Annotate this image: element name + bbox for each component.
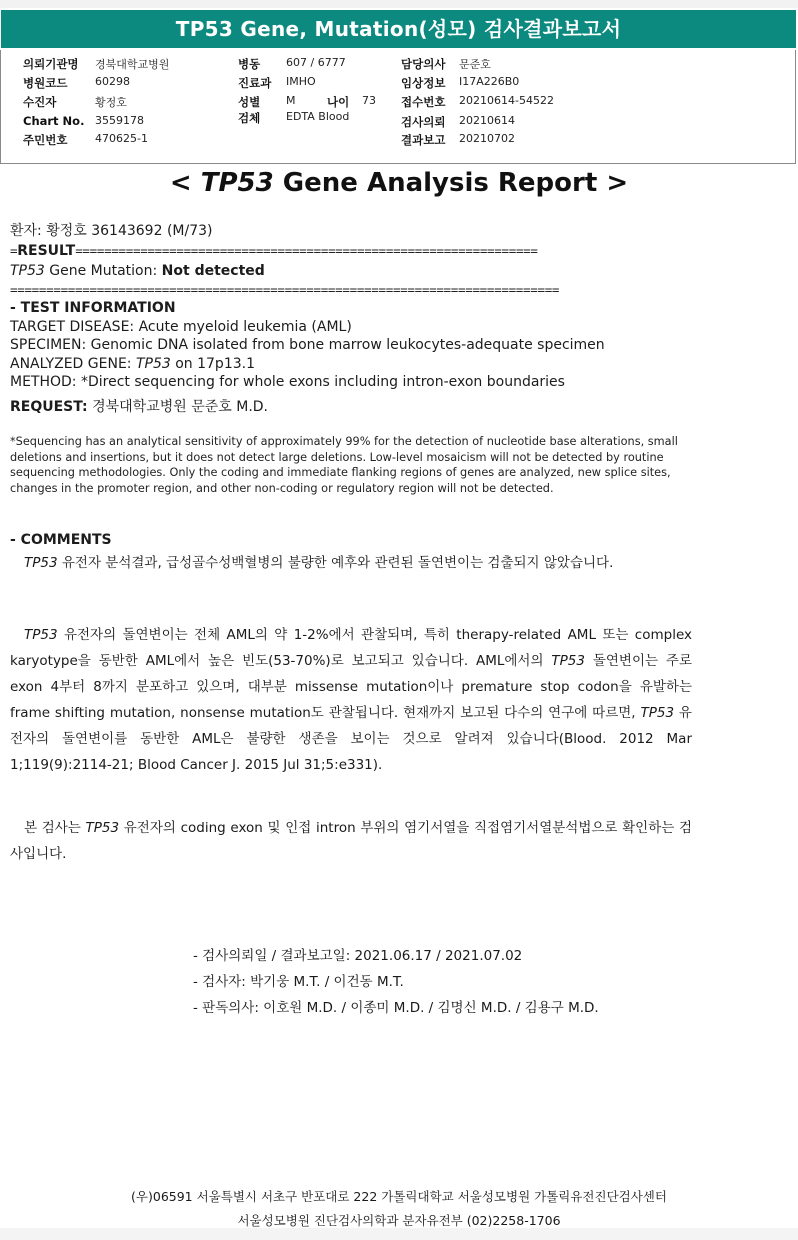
label-specimen: 검체 [238, 111, 261, 125]
report-header-title: TP53 Gene, Mutation(성모) 검사결과보고서 [1, 10, 796, 48]
title-suffix: Gene Analysis Report > [273, 168, 629, 198]
label-request-date: 검사의뢰 [401, 115, 446, 129]
label-age: 나이 [327, 95, 350, 109]
result-prefix: = [10, 243, 18, 258]
mutation-value: Not detected [161, 263, 265, 279]
footer-department: 서울성모병원 진단검사의학과 분자유전부 (02)2258-1706 [237, 1213, 561, 1228]
bottom-strip [0, 1228, 798, 1240]
p3-gene: TP53 [85, 820, 120, 836]
p3-text-b: 유전자의 coding exon 및 인접 intron 부위의 염기서열을 직접염기서열분석법으로 확인하는 검사입니다. [10, 820, 693, 862]
label-ward: 병동 [238, 57, 261, 71]
request-line [10, 396, 268, 416]
title-prefix: < [169, 168, 201, 198]
value-chart-no: 3559178 [95, 114, 144, 127]
patient-line: 환자: 황정호 36143692 (M/73) [10, 223, 213, 239]
label-patient: 수진자 [23, 95, 57, 109]
label-requesting-institution: 의뢰기관명 [23, 57, 79, 71]
value-resident-number: 470625-1 [95, 132, 148, 145]
label-sex: 성별 [238, 95, 261, 109]
info-row-1 [1, 56, 797, 74]
result-sep-line: ================================================================ [75, 243, 538, 258]
info-row-3 [1, 94, 797, 112]
mutation-label: Gene Mutation: [44, 263, 162, 279]
value-patient: 황정호 [95, 96, 127, 109]
value-report-date: 20210702 [459, 132, 515, 145]
value-accession-number: 20210614-54522 [459, 94, 554, 107]
request-value: 경북대학교병원 문준호 M.D. [87, 399, 269, 415]
analyzed-gene-line [10, 356, 255, 372]
target-disease: TARGET DISEASE: Acute myeloid leukemia (AML) [10, 319, 352, 335]
label-attending-physician: 담당의사 [401, 57, 446, 71]
p1-gene: TP53 [24, 555, 58, 571]
value-department: IMHO [286, 75, 316, 88]
title-gene: TP53 [200, 168, 274, 198]
label-chart-no: Chart No. [23, 114, 85, 128]
label-report-date: 결과보고 [401, 133, 446, 147]
footer-address: (우)06591 서울특별시 서초구 반포대로 222 가톨릭대학교 서울성모병원 가톨릭유전진단검사센터 [131, 1189, 667, 1204]
value-specimen: EDTA Blood [286, 110, 350, 123]
label-accession-number: 접수번호 [401, 95, 446, 109]
p2-text-b: 돌연변이는 주로 exon 4부터 8까지 분포하고 있으며, 대부분 missense mutation이나 premature stop codon을 유발하는 frame shifting mutation, nonsense mutation도 관찰됩니다. 현재까지 보고된 다수의 연구에 따르면, [10, 653, 693, 721]
value-sex: M [286, 94, 296, 107]
label-clinical-info: 임상정보 [401, 76, 446, 90]
comment-paragraph-3 [10, 815, 692, 867]
patient-info-box [0, 50, 796, 164]
p2-gene-b: TP53 [551, 653, 585, 669]
request-label: REQUEST: [10, 399, 88, 415]
value-request-date: 20210614 [459, 114, 515, 127]
comments-heading: - COMMENTS [10, 532, 112, 548]
info-row-4 [1, 110, 797, 132]
test-info-heading: - TEST INFORMATION [10, 300, 176, 316]
full-separator: ============================================================================ [10, 282, 560, 297]
comment-paragraph-1 [10, 550, 692, 576]
report-title [0, 168, 798, 198]
comment-paragraph-2 [10, 622, 692, 778]
value-age: 73 [362, 94, 376, 107]
p2-text-a: 유전자의 돌연변이는 전체 AML의 약 1-2%에서 관찰되며, 특히 therapy-related AML 또는 complex karyotype을 동반한 AML에서 높은 빈도(53-70%)로 보고되고 있습니다. AML에서의 [10, 627, 692, 669]
p2-text-c: 유전자의 돌연변이를 동반한 AML은 불량한 생존을 보이는 것으로 알려져 있습니다(Blood. 2012 Mar 1;119(9):2114-21; Blood Cancer J. 2015 Jul 31;5:e331). [10, 705, 692, 773]
p3-text-a: 본 검사는 [24, 820, 86, 836]
result-separator [10, 243, 538, 259]
value-ward: 607 / 6777 [286, 56, 346, 69]
p2-gene: TP53 [24, 627, 58, 643]
label-hospital-code: 병원코드 [23, 76, 68, 90]
p2-gene-c: TP53 [640, 705, 675, 721]
p1-text: 유전자 분석결과, 급성골수성백혈병의 불량한 예후와 관련된 돌연변이는 검출되지 않았습니다. [57, 555, 614, 571]
top-strip [0, 0, 798, 8]
value-requesting-institution: 경북대학교병원 [95, 58, 170, 71]
specimen-line: SPECIMEN: Genomic DNA isolated from bone marrow leukocytes-adequate specimen [10, 337, 605, 353]
result-label: RESULT [17, 243, 76, 259]
sensitivity-footnote: *Sequencing has an analytical sensitivity of approximately 99% for the detection of nucleotide base alterations, small deletions and insertions, but it does not detect large deletions. Low-level mosaicism will not be detected by routine sequencing methodologies. Only the coding and immediate flanking regions of genes are analyzed, new splice sites, changes in the promoter region, and other non-coding or regulatory region will not be detected. [10, 435, 678, 495]
label-resident-number: 주민번호 [23, 133, 68, 147]
signature-examiners: - 검사자: 박기웅 M.T. / 이건동 M.T. [193, 974, 404, 990]
signature-readers: - 판독의사: 이호원 M.D. / 이종미 M.D. / 김명신 M.D. / 김용구 M.D. [193, 1000, 599, 1016]
value-hospital-code: 60298 [95, 75, 130, 88]
signature-dates: - 검사의뢰일 / 결과보고일: 2021.06.17 / 2021.07.02 [193, 948, 523, 964]
info-row-5 [1, 132, 797, 150]
method-line: METHOD: *Direct sequencing for whole exons including intron-exon boundaries [10, 374, 565, 390]
analyzed-gene: TP53 [135, 356, 171, 372]
info-row-2 [1, 75, 797, 93]
value-clinical-info: I17A226B0 [459, 75, 520, 88]
label-department: 진료과 [238, 76, 272, 90]
analyzed-suffix: on 17p13.1 [170, 356, 255, 372]
mutation-gene: TP53 [10, 263, 45, 279]
value-attending-physician: 문준호 [459, 58, 491, 71]
mutation-result [10, 263, 265, 279]
analyzed-prefix: ANALYZED GENE: [10, 356, 136, 372]
